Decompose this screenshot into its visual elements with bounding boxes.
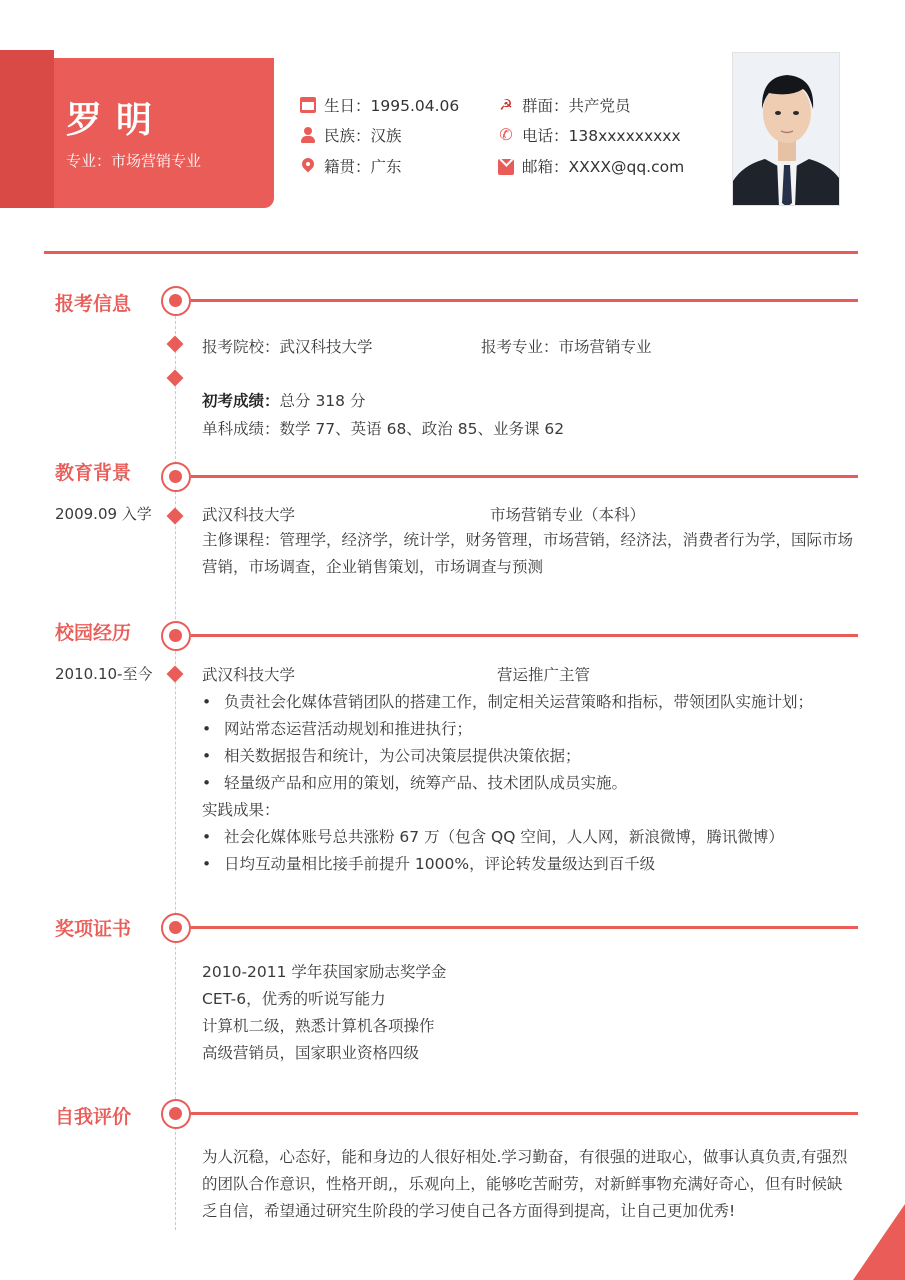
birth-info: 生日：1995.04.06 (300, 94, 459, 116)
section-rule-education (191, 475, 858, 478)
section-title-education: 教育背景 (55, 462, 132, 484)
section-title-exam: 报考信息 (55, 293, 132, 315)
education-date: 2009.09 入学 (55, 505, 152, 523)
section-title-campus: 校园经历 (55, 622, 132, 644)
award-item: 计算机二级，熟悉计算机各项操作 (202, 1017, 435, 1035)
section-rule-exam (191, 299, 858, 302)
header-divider (44, 251, 858, 254)
timeline-axis (175, 316, 176, 1230)
campus-role: 营运推广主管 (497, 666, 591, 684)
timeline-diamond (167, 508, 184, 525)
section-rule-self (191, 1112, 858, 1115)
timeline-diamond (167, 666, 184, 683)
duty-item: • 网站常态运营活动规划和推进执行； (202, 717, 472, 739)
section-rule-awards (191, 926, 858, 929)
education-major: 市场营销专业（本科） (490, 506, 646, 524)
section-marker-exam (161, 286, 191, 316)
results-label: 实践成果： (202, 801, 280, 819)
section-marker-awards (161, 913, 191, 943)
phone-icon: ✆ (499, 125, 513, 144)
native-info: 籍贯：广东 (300, 155, 402, 177)
politics-info: ☭ 群面：共产党员 (499, 96, 631, 115)
timeline-diamond (167, 370, 184, 387)
user-icon (300, 127, 316, 143)
duty-item: • 负责社会化媒体营销团队的搭建工作，制定相关运营策略和指标，带领团队实施计划； (202, 690, 813, 712)
section-marker-campus (161, 621, 191, 651)
award-item: CET-6，优秀的听说写能力 (202, 990, 386, 1008)
portrait-illustration (733, 53, 840, 206)
exam-school: 报考院校：武汉科技大学 (202, 338, 373, 356)
education-school: 武汉科技大学 (202, 506, 296, 524)
campus-org: 武汉科技大学 (202, 666, 296, 684)
calendar-icon (300, 97, 316, 113)
exam-major: 报考专业：市场营销专业 (481, 338, 652, 356)
party-emblem-icon: ☭ (499, 96, 513, 114)
award-item: 2010-2011 学年获国家励志奖学金 (202, 963, 447, 981)
exam-score: 初考成绩：总分 318 分 (202, 392, 366, 410)
corner-accent (853, 1204, 905, 1280)
award-item: 高级营销员，国家职业资格四级 (202, 1044, 420, 1062)
ethnicity-info: 民族：汉族 (300, 124, 402, 146)
phone-info: ✆ 电话：138xxxxxxxxx (499, 125, 681, 145)
header-ribbon-fold (0, 50, 54, 208)
timeline-diamond (167, 336, 184, 353)
section-title-awards: 奖项证书 (55, 918, 132, 940)
section-rule-campus (191, 634, 858, 637)
result-item: • 社会化媒体账号总共涨粉 67 万（包含 QQ 空间，人人网，新浪微博，腾讯微博） (202, 825, 784, 847)
campus-date: 2010.10-至今 (55, 665, 153, 683)
result-item: • 日均互动量相比接手前提升 1000%，评论转发量级达到百千级 (202, 852, 655, 874)
candidate-major: 专业：市场营销专业 (66, 152, 202, 170)
duty-item: • 轻量级产品和应用的策划，统筹产品、技术团队成员实施。 (202, 771, 627, 793)
candidate-name: 罗明 (66, 100, 167, 141)
duty-item: • 相关数据报告和统计，为公司决策层提供决策依据； (202, 744, 581, 766)
exam-subject-scores: 单科成绩：数学 77、英语 68、政治 85、业务课 62 (202, 420, 565, 438)
profile-photo (732, 52, 840, 206)
section-title-self: 自我评价 (55, 1106, 132, 1128)
section-marker-self (161, 1099, 191, 1129)
email-info: 邮箱：XXXX@qq.com (498, 155, 684, 177)
mail-icon (498, 159, 514, 175)
education-courses: 主修课程：管理学，经济学，统计学，财务管理，市场营销，经济法，消费者行为学，国际市场营销，市场调查，企业销售策划，市场调查与预测 (202, 531, 854, 576)
location-pin-icon (300, 158, 316, 174)
section-marker-education (161, 462, 191, 492)
self-evaluation-text: 为人沉稳，心态好，能和身边的人很好相处.学习勤奋，有很强的进取心，做事认真负责,有强烈的团队合作意识，性格开朗,，乐观向上，能够吃苦耐劳，对新鲜事物充满好奇心，但有时候缺乏自信，希望通过研究生阶段的学习使自己各方面得到提高，让自己更加优秀! (202, 1148, 848, 1220)
